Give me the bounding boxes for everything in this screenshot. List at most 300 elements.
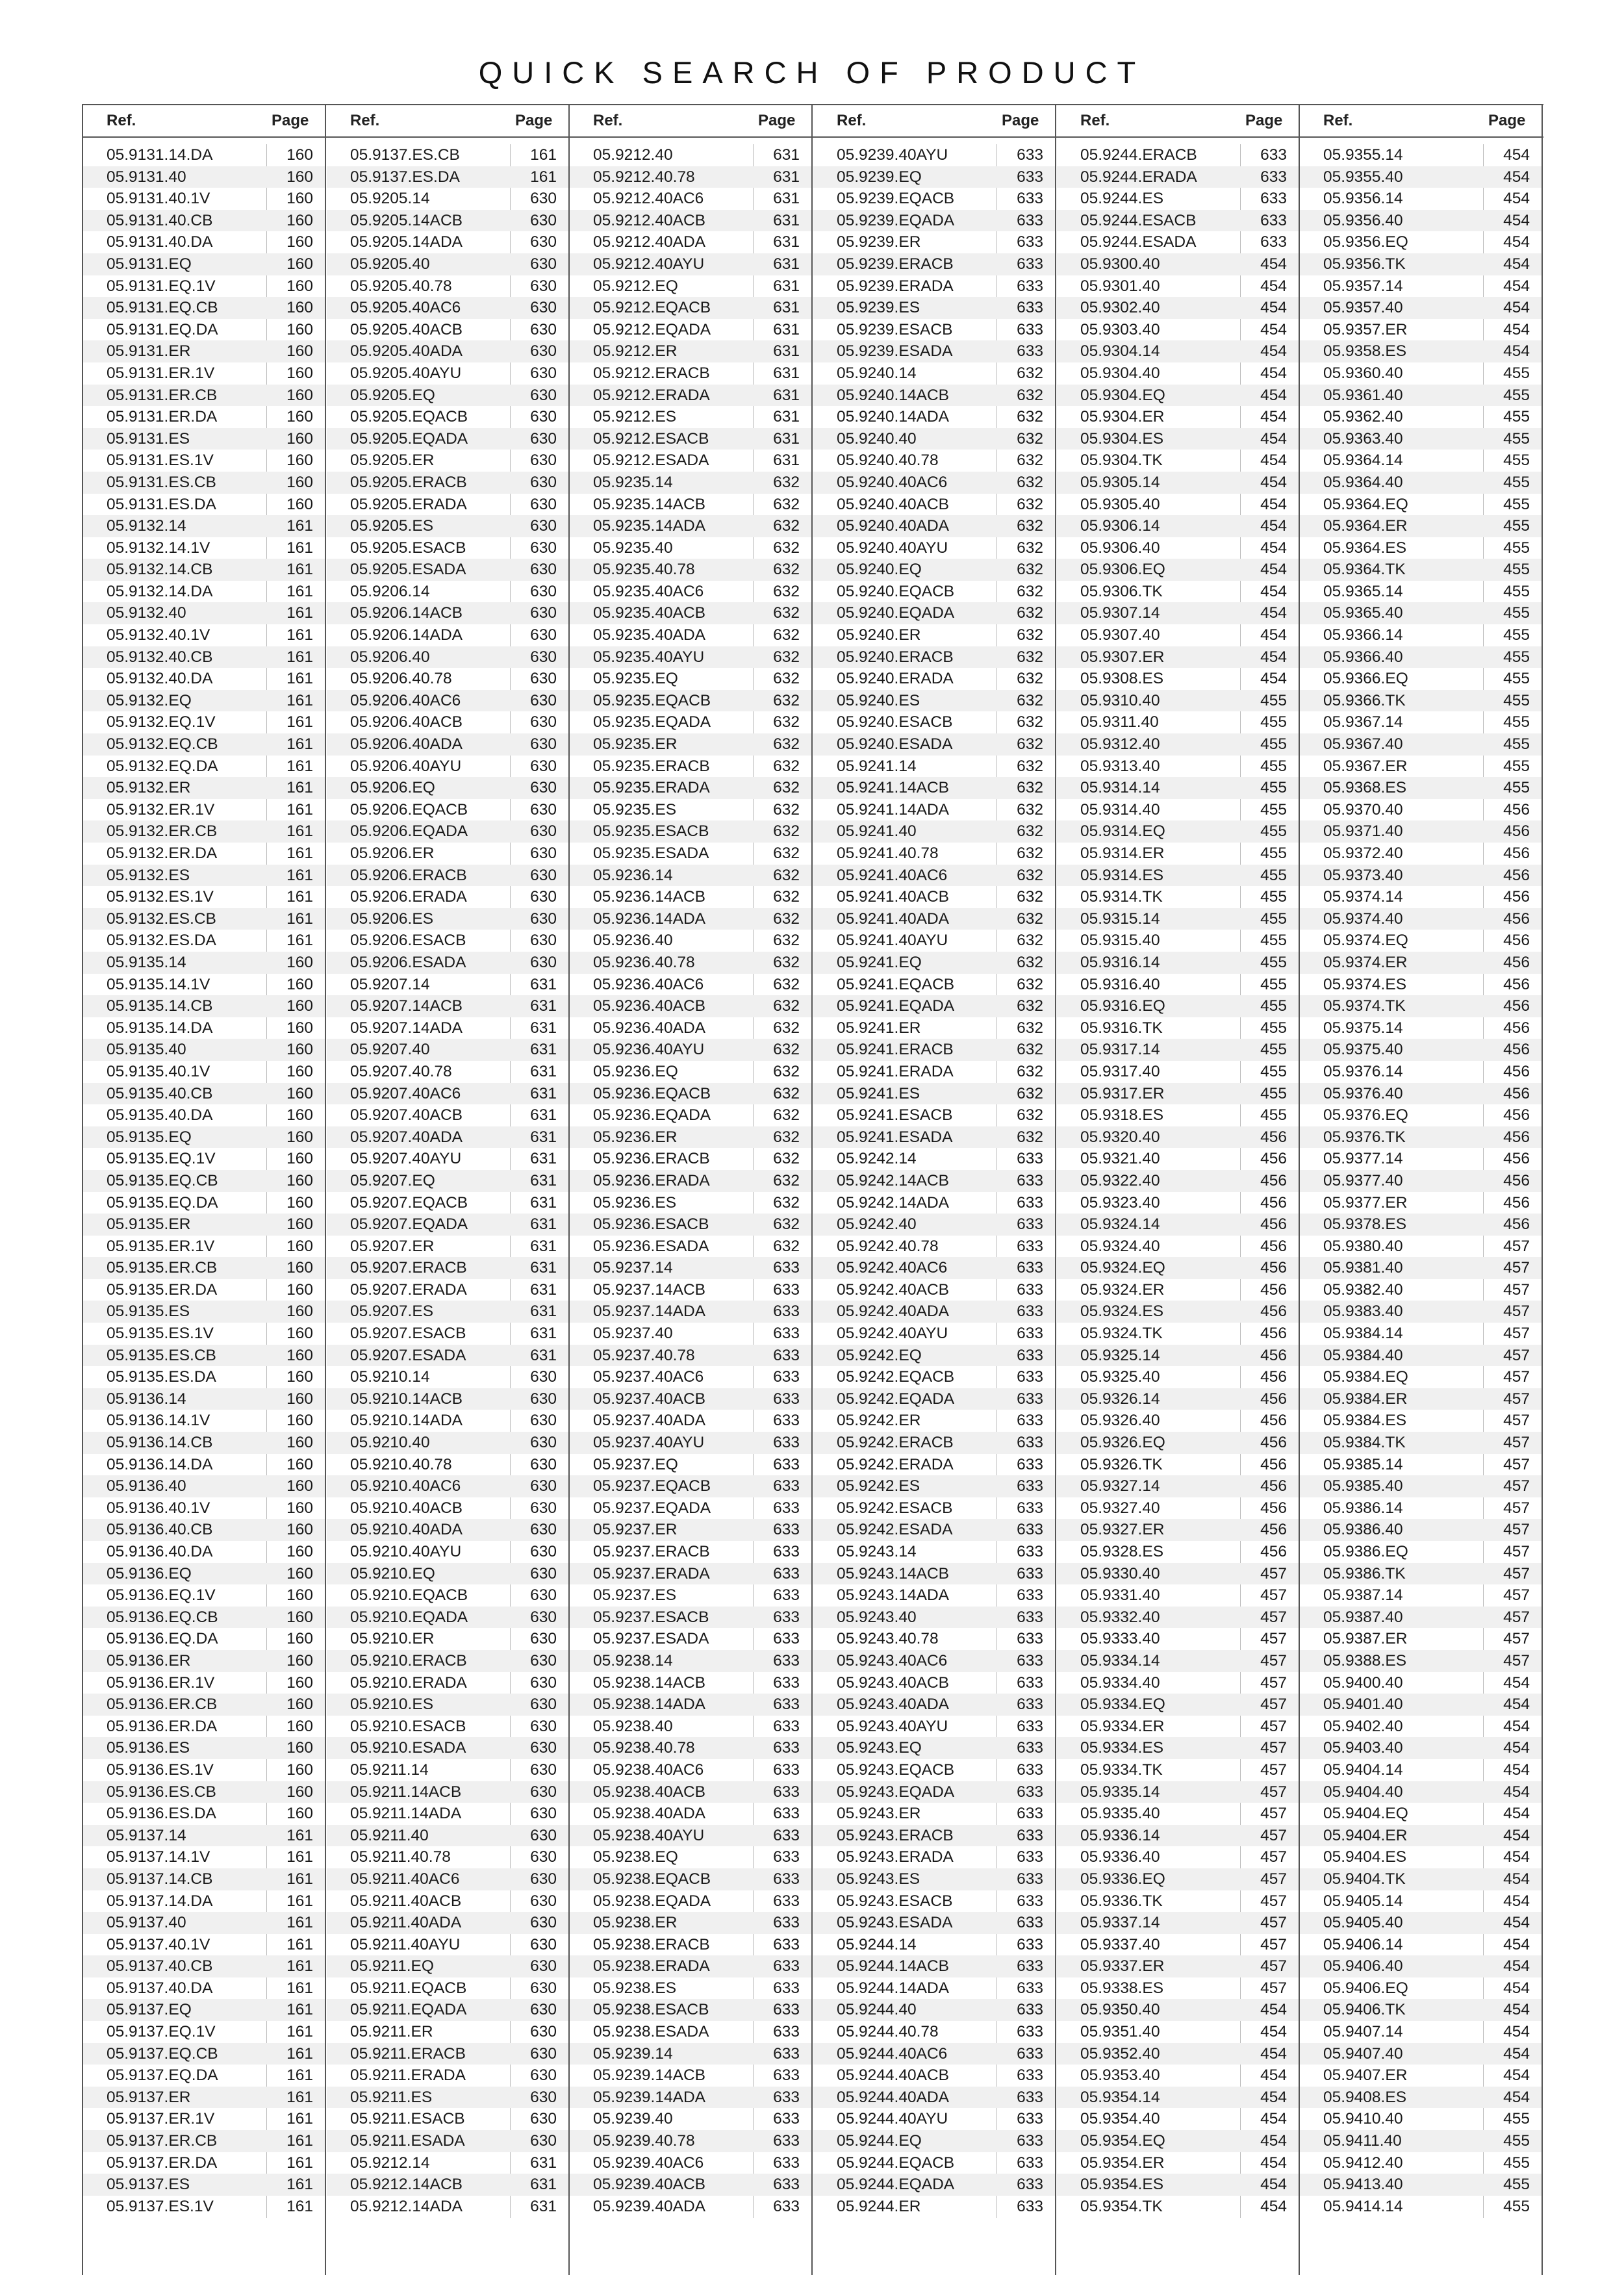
page-number: 631: [530, 2197, 557, 2215]
product-ref: 05.9373.40: [1323, 866, 1403, 884]
table-row: [1057, 188, 1299, 210]
table-row: [1057, 930, 1299, 952]
product-ref: 05.9235.40.78: [593, 561, 695, 579]
product-ref: 05.9132.ER.CB: [107, 822, 218, 841]
page-number: 160: [286, 1171, 313, 1189]
table-row: [327, 799, 568, 821]
table-row: [1300, 2174, 1542, 2196]
product-ref: 05.9206.ER: [350, 845, 435, 862]
table-row: [570, 602, 811, 624]
page-number: 160: [286, 1019, 313, 1037]
product-ref: 05.9376.EQ: [1323, 1106, 1408, 1125]
table-row: [327, 515, 568, 537]
page-number: 631: [530, 1303, 557, 1321]
table-row: [813, 1497, 1055, 1519]
product-ref: 05.9205.40AYU: [350, 364, 462, 382]
table-row: [813, 1345, 1055, 1367]
page-number: 160: [286, 146, 313, 164]
page-number: 456: [1503, 909, 1530, 928]
product-ref: 05.9241.ER: [837, 1019, 921, 1037]
page-number: 632: [773, 648, 800, 666]
table-row: [813, 1759, 1055, 1781]
table-row: [83, 668, 325, 690]
page-number: 454: [1260, 299, 1287, 317]
product-ref: 05.9334.40: [1080, 1673, 1160, 1692]
table-row: [327, 450, 568, 472]
product-ref: 05.9302.40: [1080, 299, 1160, 317]
product-ref: 05.9325.40: [1080, 1368, 1160, 1386]
product-ref: 05.9243.ESACB: [837, 1892, 953, 1910]
table-row: [813, 166, 1055, 188]
page-number: 457: [1260, 1739, 1287, 1757]
page-number: 161: [286, 670, 313, 688]
table-row: [1300, 1017, 1542, 1039]
page-number: 454: [1260, 495, 1287, 513]
product-ref: 05.9212.14: [350, 2154, 430, 2172]
table-row: [1057, 995, 1299, 1017]
product-ref: 05.9411.40: [1323, 2132, 1402, 2150]
page-number: 632: [773, 473, 800, 491]
table-row: [1300, 777, 1542, 799]
page-number: 632: [1017, 451, 1043, 470]
product-ref: 05.9131.ES.DA: [107, 495, 216, 513]
page-number: 632: [1017, 670, 1043, 688]
table-row: [570, 515, 811, 537]
product-ref: 05.9364.40: [1323, 473, 1403, 491]
page-number: 633: [773, 2001, 800, 2019]
page-number: 632: [1017, 953, 1043, 971]
table-row: [1057, 1912, 1299, 1934]
page-number: 456: [1503, 975, 1530, 993]
table-row: [570, 1999, 811, 2021]
product-ref: 05.9239.14ADA: [593, 2088, 705, 2106]
table-row: [327, 602, 568, 624]
table-row: [570, 1061, 811, 1083]
page-number: 631: [530, 1128, 557, 1146]
table-row: [83, 253, 325, 275]
product-ref: 05.9312.40: [1080, 735, 1160, 754]
table-row: [327, 1104, 568, 1126]
page-number: 632: [773, 822, 800, 841]
product-ref: 05.9405.40: [1323, 1914, 1403, 1932]
product-ref: 05.9210.40AYU: [350, 1543, 462, 1560]
product-ref: 05.9235.EQ: [593, 670, 678, 688]
table-row: [1057, 1454, 1299, 1476]
product-ref: 05.9242.40AC6: [837, 1259, 948, 1277]
page-number: 454: [1503, 1914, 1530, 1932]
page-number: 457: [1503, 1346, 1530, 1364]
page-number: 161: [286, 2044, 313, 2063]
table-row: [83, 1388, 325, 1410]
product-ref: 05.9241.14: [837, 757, 917, 775]
table-row: [1300, 1148, 1542, 1170]
table-row: [570, 1955, 811, 1977]
product-ref: 05.9137.EQ.DA: [107, 2066, 218, 2085]
table-row: [1057, 668, 1299, 690]
product-ref: 05.9404.EQ: [1323, 1805, 1408, 1823]
table-row: [813, 602, 1055, 624]
page-number: 633: [1017, 1696, 1043, 1714]
page-number: 632: [773, 975, 800, 993]
page-number: 455: [1503, 451, 1530, 470]
page-number: 633: [1017, 2044, 1043, 2063]
table-row: [327, 1825, 568, 1847]
page-number: 633: [773, 1325, 800, 1343]
product-ref: 05.9350.40: [1080, 2001, 1160, 2019]
page-number: 630: [530, 1979, 557, 1997]
index-column: [813, 105, 1056, 2275]
page-number: 456: [1260, 1303, 1287, 1321]
table-row: [1300, 1912, 1542, 1934]
product-ref: 05.9132.14: [107, 517, 186, 535]
product-ref: 05.9211.40: [350, 1826, 429, 1844]
product-ref: 05.9210.40.78: [350, 1455, 452, 1473]
page-number: 161: [286, 539, 313, 557]
table-row: [1057, 974, 1299, 996]
product-ref: 05.9206.ERACB: [350, 866, 467, 884]
table-row: [83, 559, 325, 581]
product-ref: 05.9242.14ACB: [837, 1171, 949, 1189]
page-number: 161: [286, 561, 313, 579]
page-number: 454: [1260, 473, 1287, 491]
product-ref: 05.9135.ER: [107, 1215, 191, 1234]
page-number: 160: [286, 1128, 313, 1146]
product-ref: 05.9317.40: [1080, 1062, 1160, 1080]
page-number: 633: [773, 1477, 800, 1495]
table-row: [813, 537, 1055, 559]
product-ref: 05.9244.ERADA: [1080, 168, 1197, 186]
table-row: [327, 756, 568, 778]
page-number: 633: [1260, 168, 1287, 186]
product-index-table: [82, 104, 1543, 2275]
table-row: [1057, 1607, 1299, 1629]
page-number: 633: [1260, 146, 1287, 164]
page-number: 632: [1017, 648, 1043, 666]
product-ref: 05.9240.ERACB: [837, 648, 954, 666]
product-ref: 05.9334.EQ: [1080, 1696, 1165, 1714]
product-ref: 05.9351.40: [1080, 2023, 1160, 2041]
page-number: 457: [1503, 1651, 1530, 1670]
page-number: 457: [1260, 1564, 1287, 1582]
table-row: [813, 930, 1055, 952]
page-number: 160: [286, 1455, 313, 1473]
table-row: [83, 1584, 325, 1607]
table-row: [1057, 2130, 1299, 2152]
table-row: [83, 1410, 325, 1432]
table-row: [83, 406, 325, 428]
product-ref: 05.9304.40: [1080, 364, 1160, 382]
page-number: 633: [773, 1412, 800, 1430]
page-number: 161: [286, 582, 313, 600]
table-row: [1300, 472, 1542, 494]
table-row: [327, 1432, 568, 1454]
table-row: [570, 581, 811, 603]
page-number: 455: [1503, 2176, 1530, 2194]
page-number: 631: [773, 429, 800, 448]
page-number: 632: [1017, 517, 1043, 535]
page-number: 633: [773, 1608, 800, 1626]
table-row: [1300, 1192, 1542, 1214]
page-number: 457: [1260, 1979, 1287, 1997]
page-number: 161: [286, 1892, 313, 1910]
product-ref: 05.9207.40ACB: [350, 1106, 463, 1125]
product-ref: 05.9137.14: [107, 1826, 186, 1844]
product-ref: 05.9207.40.78: [350, 1062, 452, 1080]
product-ref: 05.9384.40: [1323, 1346, 1403, 1364]
product-ref: 05.9206.40ADA: [350, 735, 463, 754]
table-row: [570, 253, 811, 275]
table-row: [327, 1846, 568, 1868]
table-row: [570, 1126, 811, 1149]
product-ref: 05.9241.40ADA: [837, 909, 949, 928]
table-row: [813, 1104, 1055, 1126]
table-row: [83, 1432, 325, 1454]
page-number: 454: [1260, 342, 1287, 361]
product-ref: 05.9331.40: [1080, 1586, 1160, 1605]
table-row: [1057, 1083, 1299, 1105]
page-number: 632: [773, 604, 800, 622]
product-ref: 05.9132.40: [107, 604, 186, 622]
page-number: 632: [1017, 1106, 1043, 1125]
table-row: [1300, 1846, 1542, 1868]
page-number: 457: [1260, 1630, 1287, 1648]
table-row: [1057, 1672, 1299, 1694]
page-number: 631: [773, 168, 800, 186]
table-row: [327, 472, 568, 494]
product-ref: 05.9374.14: [1323, 888, 1403, 906]
table-row: [1300, 711, 1542, 733]
page-number: 456: [1503, 1128, 1530, 1146]
page-number: 633: [1260, 211, 1287, 229]
page-number: 630: [530, 866, 557, 884]
page-number: 633: [1017, 255, 1043, 273]
page-number: 632: [1017, 1084, 1043, 1102]
product-ref: 05.9210.40AC6: [350, 1477, 461, 1495]
product-ref: 05.9366.40: [1323, 648, 1403, 666]
table-row: [570, 733, 811, 756]
product-ref: 05.9131.ES: [107, 429, 190, 448]
product-ref: 05.9236.ERADA: [593, 1171, 710, 1189]
table-row: [813, 1279, 1055, 1301]
page-number: 633: [1017, 1826, 1043, 1844]
table-row: [1057, 319, 1299, 341]
page-number: 631: [773, 320, 800, 338]
page-number: 630: [530, 1412, 557, 1430]
page-number: 631: [530, 1215, 557, 1234]
page-number: 160: [286, 473, 313, 491]
table-row: [1300, 1083, 1542, 1105]
table-row: [1057, 253, 1299, 275]
product-ref: 05.9236.40: [593, 932, 673, 950]
product-ref: 05.9237.14ACB: [593, 1280, 705, 1299]
product-ref: 05.9318.ES: [1080, 1106, 1164, 1125]
product-ref: 05.9353.40: [1080, 2066, 1160, 2085]
table-row: [1300, 1541, 1542, 1563]
product-ref: 05.9243.40ACB: [837, 1673, 949, 1692]
table-row: [813, 711, 1055, 733]
table-row: [1300, 1039, 1542, 1061]
table-row: [83, 2130, 325, 2152]
page-number: 632: [773, 909, 800, 928]
table-row: [813, 494, 1055, 516]
table-row: [83, 1759, 325, 1781]
product-ref: 05.9207.ERADA: [350, 1280, 467, 1299]
product-ref: 05.9385.40: [1323, 1477, 1403, 1495]
table-row: [1057, 1825, 1299, 1847]
product-ref: 05.9136.40: [107, 1477, 186, 1495]
product-ref: 05.9384.EQ: [1323, 1368, 1408, 1386]
page-number: 454: [1260, 2001, 1287, 2019]
product-ref: 05.9326.14: [1080, 1390, 1160, 1408]
product-ref: 05.9236.40ACB: [593, 997, 705, 1015]
product-ref: 05.9205.14: [350, 190, 430, 208]
product-ref: 05.9321.40: [1080, 1150, 1160, 1168]
product-ref: 05.9413.40: [1323, 2176, 1403, 2194]
table-row: [1300, 406, 1542, 428]
product-ref: 05.9135.40.CB: [107, 1084, 213, 1102]
product-ref: 05.9377.14: [1323, 1150, 1403, 1168]
product-ref: 05.9137.ES: [107, 2176, 190, 2194]
product-ref: 05.9242.EQADA: [837, 1390, 955, 1408]
product-ref: 05.9211.ESADA: [350, 2132, 465, 2150]
page-number: 454: [1260, 517, 1287, 535]
table-row: [570, 1192, 811, 1214]
product-ref: 05.9382.40: [1323, 1280, 1403, 1299]
table-row: [570, 166, 811, 188]
table-row: [813, 1999, 1055, 2021]
page-number: 160: [286, 255, 313, 273]
product-ref: 05.9131.ER.1V: [107, 364, 215, 382]
header-page-label: Page: [272, 112, 309, 129]
table-row: [327, 1366, 568, 1388]
page-number: 456: [1503, 888, 1530, 906]
product-ref: 05.9207.ER: [350, 1237, 435, 1255]
product-ref: 05.9237.40AYU: [593, 1434, 705, 1452]
page-number: 455: [1503, 582, 1530, 600]
product-ref: 05.9135.14.DA: [107, 1019, 213, 1037]
product-ref: 05.9136.40.1V: [107, 1499, 210, 1517]
product-ref: 05.9241.40AC6: [837, 866, 948, 884]
page-number: 455: [1503, 495, 1530, 513]
table-row: [570, 537, 811, 559]
page-number: 455: [1260, 1041, 1287, 1059]
table-row: [813, 362, 1055, 385]
product-ref: 05.9212.ESADA: [593, 451, 709, 470]
table-row: [570, 450, 811, 472]
table-row: [1057, 1716, 1299, 1738]
table-row: [1057, 1934, 1299, 1956]
table-row: [1300, 362, 1542, 385]
product-ref: 05.9238.ES: [593, 1979, 677, 1997]
product-ref: 05.9211.40ACB: [350, 1892, 462, 1910]
table-row: [570, 1432, 811, 1454]
page-number: 632: [1017, 866, 1043, 884]
page-number: 456: [1503, 1084, 1530, 1102]
table-row: [83, 1236, 325, 1258]
product-ref: 05.9135.ER.1V: [107, 1237, 215, 1255]
product-ref: 05.9235.ESADA: [593, 845, 709, 862]
page-number: 633: [1017, 1412, 1043, 1430]
table-row: [83, 1912, 325, 1934]
table-row: [1057, 1279, 1299, 1301]
table-row: [83, 1737, 325, 1759]
page-number: 631: [530, 2154, 557, 2172]
product-ref: 05.9205.EQACB: [350, 408, 468, 426]
table-row: [1300, 1236, 1542, 1258]
page-number: 454: [1503, 190, 1530, 208]
page-number: 455: [1503, 757, 1530, 775]
index-rows: [83, 144, 325, 2217]
page-number: 633: [773, 1455, 800, 1473]
product-ref: 05.9137.EQ: [107, 2001, 192, 2019]
page-number: 632: [773, 800, 800, 819]
page-number: 633: [1017, 1280, 1043, 1299]
table-row: [1057, 908, 1299, 930]
table-row: [570, 1650, 811, 1672]
table-row: [83, 1214, 325, 1236]
table-row: [570, 1214, 811, 1236]
product-ref: 05.9212.ESACB: [593, 429, 709, 448]
table-row: [1300, 297, 1542, 319]
page-number: 454: [1503, 1717, 1530, 1735]
table-row: [327, 188, 568, 210]
table-row: [1300, 1497, 1542, 1519]
product-ref: 05.9211.40.78: [350, 1848, 451, 1866]
page-number: 457: [1503, 1521, 1530, 1539]
page-number: 161: [286, 2001, 313, 2019]
table-row: [570, 908, 811, 930]
product-ref: 05.9211.ES: [350, 2088, 433, 2106]
table-row: [570, 144, 811, 166]
page-number: 633: [773, 1346, 800, 1364]
table-row: [327, 1345, 568, 1367]
product-ref: 05.9311.40: [1080, 713, 1159, 731]
page-number: 633: [1017, 1608, 1043, 1626]
product-ref: 05.9238.ER: [593, 1914, 678, 1932]
table-row: [1057, 2043, 1299, 2065]
table-row: [813, 1083, 1055, 1105]
product-ref: 05.9240.40AYU: [837, 539, 948, 557]
table-row: [1057, 1148, 1299, 1170]
page-number: 456: [1503, 800, 1530, 819]
product-ref: 05.9244.EQADA: [837, 2176, 955, 2194]
table-row: [1300, 1977, 1542, 2000]
table-row: [327, 1301, 568, 1323]
page-number: 631: [773, 364, 800, 382]
page-number: 632: [773, 1171, 800, 1189]
page-number: 160: [286, 451, 313, 470]
product-ref: 05.9206.14ACB: [350, 604, 463, 622]
product-ref: 05.9370.40: [1323, 800, 1403, 819]
table-row: [570, 1366, 811, 1388]
product-ref: 05.9404.ES: [1323, 1848, 1407, 1866]
product-ref: 05.9242.ERADA: [837, 1455, 954, 1473]
product-ref: 05.9387.ER: [1323, 1630, 1408, 1648]
page-number: 457: [1503, 1499, 1530, 1517]
product-ref: 05.9236.EQ: [593, 1062, 678, 1080]
page-number: 456: [1503, 1062, 1530, 1080]
page-number: 633: [1017, 1390, 1043, 1408]
page-number: 631: [530, 1259, 557, 1277]
product-ref: 05.9212.40ADA: [593, 233, 705, 251]
page-number: 632: [773, 779, 800, 797]
table-row: [1057, 2065, 1299, 2087]
product-ref: 05.9238.40: [593, 1717, 673, 1735]
page-number: 633: [1017, 1651, 1043, 1670]
table-row: [813, 1912, 1055, 1934]
product-ref: 05.9135.14: [107, 953, 186, 971]
page-number: 633: [773, 1280, 800, 1299]
